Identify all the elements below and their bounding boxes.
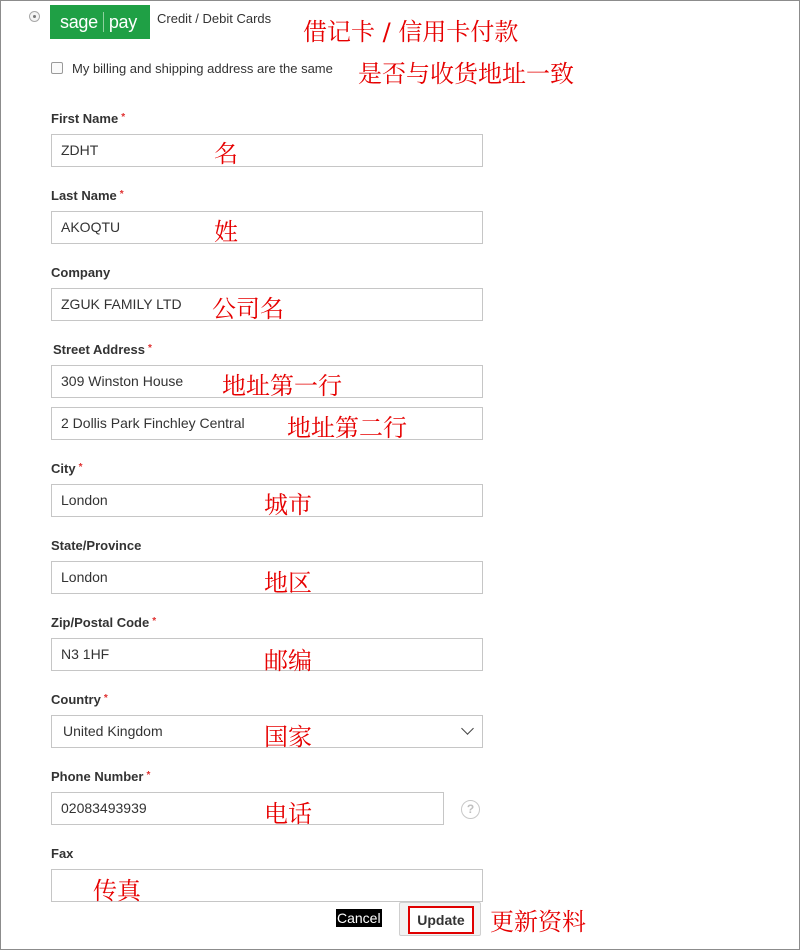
zip-label xyxy=(51,615,156,630)
annotation-last-name: 姓 xyxy=(214,218,238,246)
first-name-label xyxy=(51,111,125,126)
update-button-label: Update xyxy=(408,906,474,934)
phone-input[interactable]: 02083493939 xyxy=(51,792,444,825)
phone-label-text: Phone Number xyxy=(51,769,144,784)
annotation-same-address: 是否与收货地址一致 xyxy=(358,60,574,88)
company-label-text: Company xyxy=(51,265,111,280)
required-marker: * xyxy=(119,189,124,200)
company-label xyxy=(51,265,110,280)
annotation-state: 地区 xyxy=(264,569,312,597)
state-label xyxy=(51,538,141,553)
city-input[interactable]: London xyxy=(51,484,483,517)
annotation-country: 国家 xyxy=(264,723,312,751)
sagepay-logo xyxy=(50,5,150,39)
required-marker: * xyxy=(146,770,151,781)
annotation-fax: 传真 xyxy=(93,877,141,905)
first-name-label-text: First Name xyxy=(51,111,119,126)
country-label xyxy=(51,692,108,707)
zip-label-text: Zip/Postal Code xyxy=(51,615,150,630)
street-line2-input[interactable]: 2 Dollis Park Finchley Central xyxy=(51,407,483,440)
annotation-street-line1: 地址第一行 xyxy=(222,372,342,400)
street-address-label-text: Street Address xyxy=(53,342,145,357)
logo-divider xyxy=(103,12,104,32)
first-name-input[interactable]: ZDHT xyxy=(51,134,483,167)
zip-input[interactable]: N3 1HF xyxy=(51,638,483,671)
last-name-label xyxy=(51,188,124,203)
same-address-label: My billing and shipping address are the same xyxy=(72,61,333,76)
help-icon[interactable]: ? xyxy=(461,800,480,819)
last-name-label-text: Last Name xyxy=(51,188,117,203)
chevron-down-icon xyxy=(461,722,474,735)
state-label-text: State/Province xyxy=(51,538,142,553)
required-marker: * xyxy=(78,462,83,473)
update-button[interactable] xyxy=(399,902,481,936)
same-address-checkbox[interactable] xyxy=(51,62,63,74)
country-label-text: Country xyxy=(51,692,101,707)
required-marker: * xyxy=(103,693,108,704)
street-address-label xyxy=(53,342,152,357)
company-input[interactable]: ZGUK FAMILY LTD xyxy=(51,288,483,321)
annotation-company: 公司名 xyxy=(212,295,284,323)
annotation-phone: 电话 xyxy=(264,800,312,828)
city-label xyxy=(51,461,82,476)
cancel-button[interactable]: Cancel xyxy=(337,910,381,926)
annotation-street-line2: 地址第二行 xyxy=(287,414,407,442)
last-name-input[interactable]: AKOQTU xyxy=(51,211,483,244)
required-marker: * xyxy=(121,112,126,123)
logo-text-pay: pay xyxy=(108,12,137,32)
country-selected-value: United Kingdom xyxy=(63,723,163,739)
required-marker: * xyxy=(148,343,152,354)
required-marker: * xyxy=(152,616,157,627)
annotation-update: 更新资料 xyxy=(490,908,586,936)
fax-label-text: Fax xyxy=(51,846,74,861)
annotation-zip: 邮编 xyxy=(264,647,312,675)
annotation-city: 城市 xyxy=(264,491,312,519)
phone-label xyxy=(51,769,150,784)
street-line1-input[interactable]: 309 Winston House xyxy=(51,365,483,398)
payment-method-radio[interactable] xyxy=(29,11,40,22)
payment-method-label: Credit / Debit Cards xyxy=(157,11,272,26)
annotation-payment-method: 借记卡 / 信用卡付款 xyxy=(303,18,519,46)
city-label-text: City xyxy=(51,461,76,476)
logo-text-sage: sage xyxy=(60,12,98,32)
annotation-first-name: 名 xyxy=(214,140,238,168)
state-input[interactable]: London xyxy=(51,561,483,594)
fax-label xyxy=(51,846,73,861)
